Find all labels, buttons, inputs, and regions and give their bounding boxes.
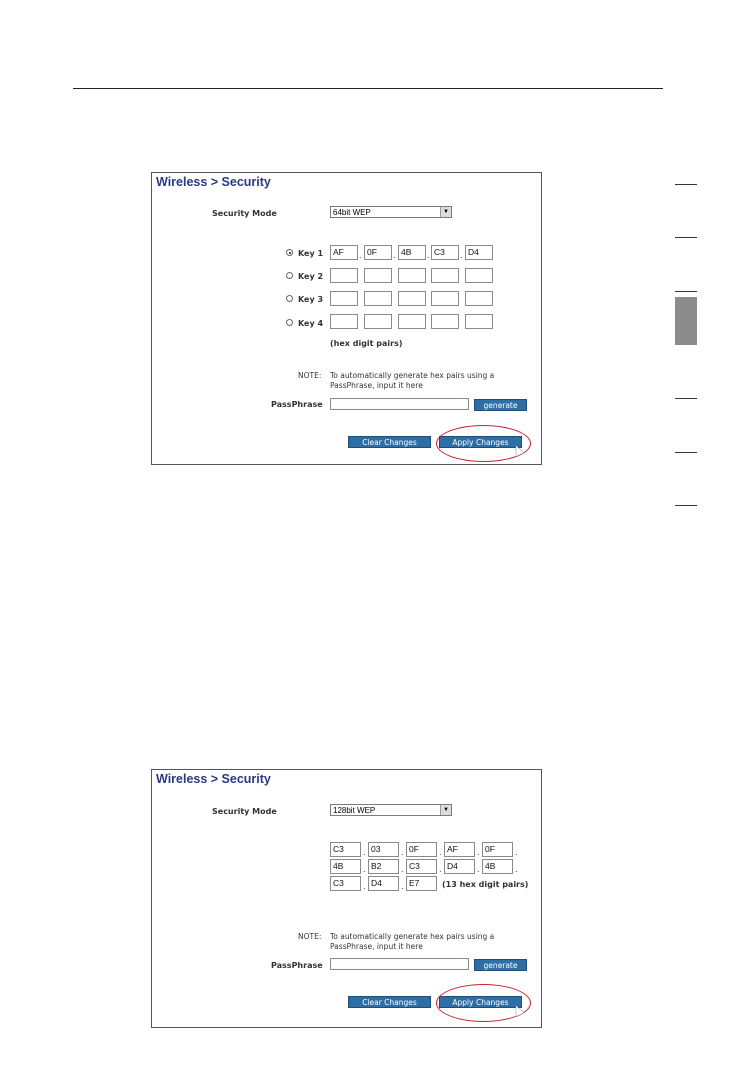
panel-title: Wireless > Security [156, 175, 271, 189]
separator-dot: . [477, 865, 480, 874]
separator-dot: . [393, 251, 396, 260]
key4-hex-2[interactable] [364, 314, 392, 329]
generate-button[interactable]: generate [474, 959, 527, 971]
chevron-down-icon[interactable]: ▼ [440, 207, 451, 217]
separator-dot: . [401, 848, 404, 857]
key1-hex-5[interactable]: D4 [465, 245, 493, 260]
key2-hex-3[interactable] [398, 268, 426, 283]
hex-hint: (13 hex digit pairs) [442, 880, 529, 889]
note-label: NOTE: [298, 932, 322, 941]
separator-dot: . [363, 882, 366, 891]
key3-hex-1[interactable] [330, 291, 358, 306]
note-text-line1: To automatically generate hex pairs using a [330, 371, 495, 380]
passphrase-input[interactable] [330, 398, 469, 410]
note-text-line2: PassPhrase, input it here [330, 942, 423, 951]
security-mode-value: 128bit WEP [333, 806, 376, 815]
separator-dot: . [515, 865, 518, 874]
clear-changes-button[interactable]: Clear Changes [348, 436, 431, 448]
hex-1-2[interactable]: 03 [368, 842, 399, 857]
hex-3-3[interactable]: E7 [406, 876, 437, 891]
security-panel-128bit [151, 769, 542, 1028]
key2-hex-4[interactable] [431, 268, 459, 283]
passphrase-input[interactable] [330, 958, 469, 970]
key4-radio[interactable] [286, 319, 293, 326]
key4-hex-4[interactable] [431, 314, 459, 329]
passphrase-label: PassPhrase [271, 400, 323, 409]
note-text-line2: PassPhrase, input it here [330, 381, 423, 390]
key3-radio[interactable] [286, 295, 293, 302]
hex-2-4[interactable]: D4 [444, 859, 475, 874]
key2-radio[interactable] [286, 272, 293, 279]
hex-2-3[interactable]: C3 [406, 859, 437, 874]
key1-hex-2[interactable]: 0F [364, 245, 392, 260]
separator-dot: . [477, 848, 480, 857]
key3-hex-3[interactable] [398, 291, 426, 306]
security-panel-64bit [151, 172, 542, 465]
hex-1-5[interactable]: 0F [482, 842, 513, 857]
hex-3-1[interactable]: C3 [330, 876, 361, 891]
note-text-line1: To automatically generate hex pairs using a [330, 932, 495, 941]
key1-label: Key 1 [298, 249, 324, 258]
key4-hex-5[interactable] [465, 314, 493, 329]
security-mode-select[interactable] [330, 206, 452, 218]
separator-dot: . [515, 848, 518, 857]
hex-1-3[interactable]: 0F [406, 842, 437, 857]
hex-2-5[interactable]: 4B [482, 859, 513, 874]
security-mode-value: 64bit WEP [333, 208, 371, 217]
apply-changes-button[interactable]: Apply Changes [439, 436, 522, 448]
key2-label: Key 2 [298, 272, 324, 281]
key4-label: Key 4 [298, 319, 324, 328]
separator-dot: . [401, 882, 404, 891]
key3-label: Key 3 [298, 295, 324, 304]
key2-hex-1[interactable] [330, 268, 358, 283]
side-tab-1 [675, 184, 697, 185]
side-tab-2 [675, 237, 697, 238]
hex-hint: (hex digit pairs) [330, 339, 403, 348]
key2-hex-5[interactable] [465, 268, 493, 283]
separator-dot: . [439, 865, 442, 874]
side-tab-5 [675, 398, 697, 399]
separator-dot: . [401, 865, 404, 874]
key4-hex-1[interactable] [330, 314, 358, 329]
hex-1-4[interactable]: AF [444, 842, 475, 857]
separator-dot: . [359, 251, 362, 260]
chevron-down-icon[interactable]: ▼ [440, 805, 451, 815]
separator-dot: . [460, 251, 463, 260]
key3-hex-5[interactable] [465, 291, 493, 306]
security-mode-label: Security Mode [212, 209, 277, 218]
key1-hex-1[interactable]: AF [330, 245, 358, 260]
panel-title: Wireless > Security [156, 772, 271, 786]
key1-hex-3[interactable]: 4B [398, 245, 426, 260]
separator-dot: . [363, 848, 366, 857]
side-tab-6 [675, 452, 697, 453]
note-label: NOTE: [298, 371, 322, 380]
hex-1-1[interactable]: C3 [330, 842, 361, 857]
key2-hex-2[interactable] [364, 268, 392, 283]
separator-dot: . [427, 251, 430, 260]
side-tab-7 [675, 505, 697, 506]
clear-changes-button[interactable]: Clear Changes [348, 996, 431, 1008]
highlight-circle [436, 425, 531, 462]
passphrase-label: PassPhrase [271, 961, 323, 970]
hex-3-2[interactable]: D4 [368, 876, 399, 891]
hex-2-2[interactable]: B2 [368, 859, 399, 874]
key3-hex-2[interactable] [364, 291, 392, 306]
hex-2-1[interactable]: 4B [330, 859, 361, 874]
generate-button[interactable]: generate [474, 399, 527, 411]
key4-hex-3[interactable] [398, 314, 426, 329]
separator-dot: . [439, 848, 442, 857]
separator-dot: . [363, 865, 366, 874]
security-mode-label: Security Mode [212, 807, 277, 816]
key1-radio[interactable] [286, 249, 293, 256]
key1-hex-4[interactable]: C3 [431, 245, 459, 260]
security-mode-select[interactable] [330, 804, 452, 816]
side-tab-active [675, 297, 697, 345]
header-rule [73, 88, 663, 89]
key3-hex-4[interactable] [431, 291, 459, 306]
side-tab-3 [675, 291, 697, 292]
apply-changes-button[interactable]: Apply Changes [439, 996, 522, 1008]
highlight-circle [436, 984, 531, 1022]
